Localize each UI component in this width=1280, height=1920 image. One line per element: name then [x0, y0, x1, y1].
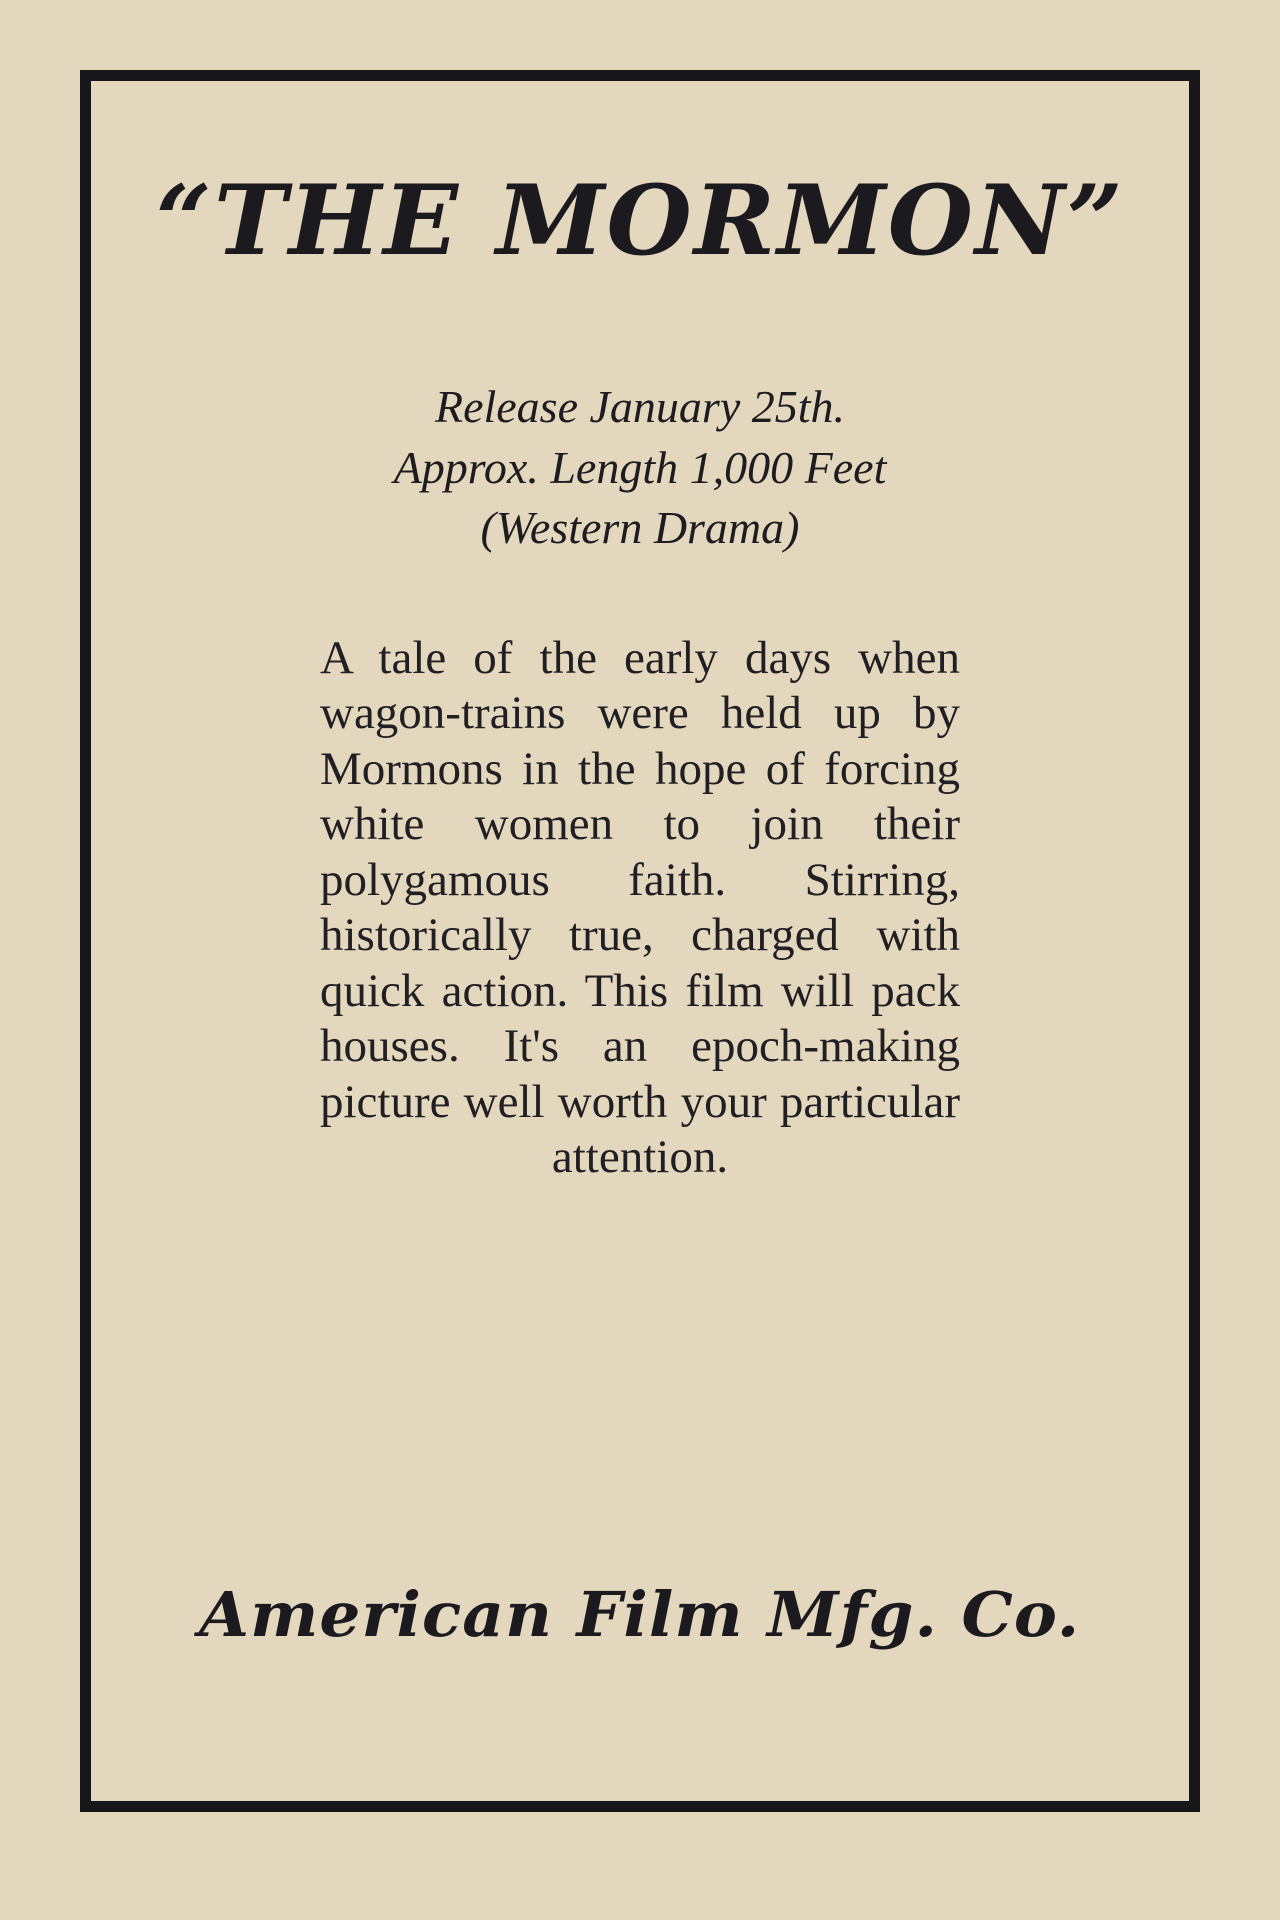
release-genre: (Western Drama)	[480, 502, 800, 554]
release-date: Release January 25th.	[434, 380, 846, 432]
film-title: “THE MORMON”	[155, 164, 1125, 277]
description-text: A tale of the early days when wagon-trains were held up by Mormons in the hope of forcing white women to join their polygamous faith. Stirring, historically true, charged with quick action. This film will pack houses. It's an epoch-making picture well worth your particular attention.	[320, 631, 960, 1184]
company-name: American Film Mfg. Co.	[199, 1578, 1081, 1651]
footer	[91, 1578, 1189, 1651]
description-block	[320, 631, 960, 1186]
poster-content	[91, 81, 1189, 1801]
poster-border-frame	[80, 70, 1200, 1812]
release-details	[394, 377, 887, 559]
release-length: Approx. Length 1,000 Feet	[393, 441, 887, 493]
